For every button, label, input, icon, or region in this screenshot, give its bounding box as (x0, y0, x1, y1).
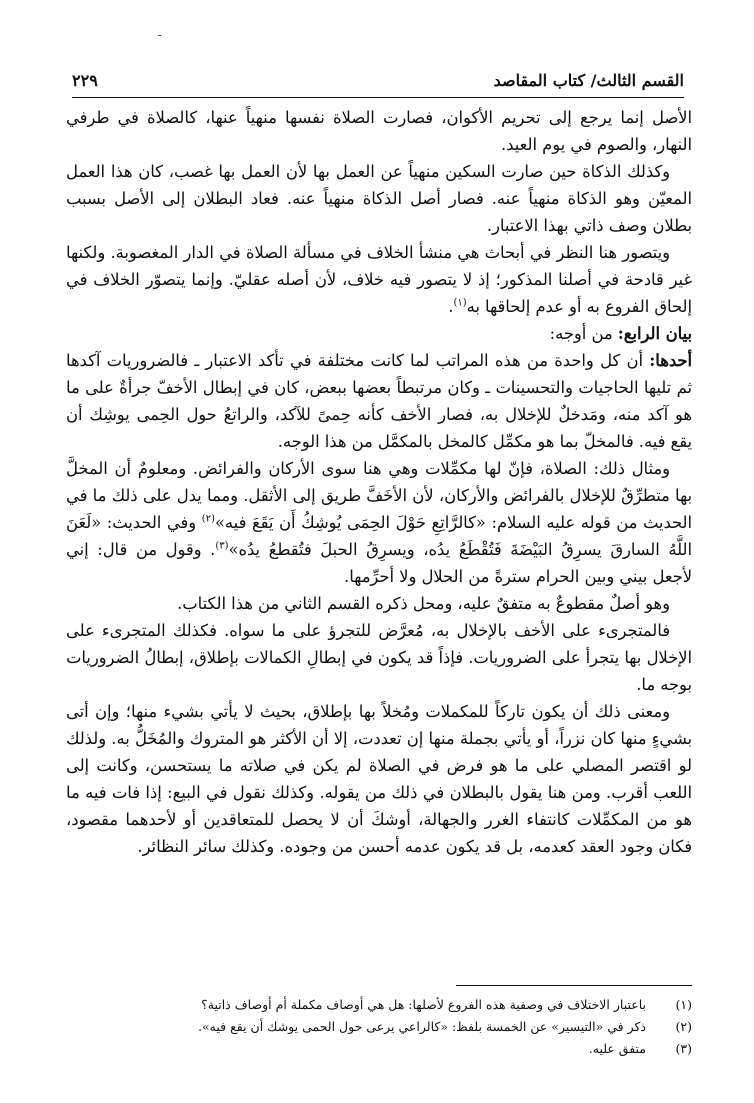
footnote-ref[interactable]: (٣) (215, 540, 229, 552)
footnote-text: متفق عليه. (588, 1041, 646, 1056)
footnote-text: ذكر في «التيسير» عن الخمسة بلفظ: «كالراعي يرعى حول الحمى يوشك أن يقع فيه». (198, 1019, 646, 1034)
paragraph (66, 455, 692, 590)
footnote-text: باعتبار الاختلاف في وصفية هذه الفروع لأصلها: هل هي أوصاف مكملة أم أوصاف ذاتية؟ (201, 997, 646, 1012)
footnote (66, 1038, 692, 1060)
footnote-ref[interactable]: (١) (453, 297, 467, 309)
header-title: القسم الثالث/ كتاب المقاصد (493, 70, 684, 90)
paragraph: الأصل إنما يرجع إلى تحريم الأكوان، فصارت الصلاة نفسها منهياً عنها، كالصلاة في طرفي النهار، والصوم في يوم العيد. (66, 108, 692, 154)
paragraph: ويتصور هنا النظر في أبحاث هي منشأ الخلاف في مسألة الصلاة في الدار المغصوبة. ولكنها غير قادحة في أصلنا المذكور؛ إذ لا يتصور فيه خلاف، لأن أصله عقليّ. وإنما يتصوّر الخلاف في إلحاق الفروع به أو عدم إلحاقها به$^{(١)}$. (66, 243, 692, 316)
footnote-number: (٣) (675, 1041, 692, 1056)
paragraph: ومعنى ذلك أن يكون تاركاً للمكملات ومُخلاً بها بإطلاق، بحيث لا يأتي بشيء منها؛ وإن أتى بشيءٍ منها كان نزراً، أو يأتي بجملة منها إن تعددت، إلا أن الأكثر هو المتروك والمُخَلُّ به. ولذلك لو اقتصر المصلي على ما هو فرض في الصلاة لم يكن في صلاته ما يستحسن، وكانت إلى اللعب أقرب. ومن هنا يقول بالبطلان في ذلك من يقوله. وكذلك نقول في البيع: إذا فات فيه ما هو من المكمِّلات كانتفاء الغرر والجهالة، أوشكَ أن لا يحصل للمتعاقدين أو لأحدهما مقصود، فكان وجود العقد كعدمه، بل قد يكون عدمه أحسن من وجوده. وكذلك سائر النظائر. (66, 702, 692, 856)
running-header (72, 66, 684, 94)
section-heading-line (66, 320, 692, 347)
section-intro: من أوجه: (549, 324, 613, 343)
main-text (66, 104, 692, 860)
paragraph-text: أن كل واحدة من هذه المراتب لما كانت مختلفة في تأكد الاعتبار ـ فالضروريات آكدها ثم تليها الحاجيات والتحسينات ـ وكان مرتبطاً بعضها ببعض، كان في إبطال الأخفّ جرأةٌ على ما هو آكد منه، ومَدخلٌ للإخلال به، فصار الأخف كأنه حِمىً للآكد، والراتعُ حول الحِمى يوشِك أن يقع فيه. فالمخلّ بما هو مكمِّل كالمخل بالمكمَّل من هذا الوجه. (66, 351, 692, 451)
paragraph-text: وفي الحديث: «لَعَنَ اللَّهُ السارقَ يسرِقُ البَيْضَةَ فَتُقْطَعُ يدُه، ويسرِقُ الحبلَ فتُقطعُ يدُه» (66, 513, 692, 559)
paragraph: وكذلك الذكاة حين صارت السكين منهياً عن العمل بها لأن العمل بها غصب، كان هذا العمل المعيّن وهو الذكاة منهياً عنه. فصار أصل الذكاة منهياً عنه. فعاد البطلان إلى الأصل بسبب بطلان وصف ذاتي بهذا الاعتبار. (66, 162, 692, 235)
footnote-ref[interactable]: (٢) (201, 513, 215, 525)
paragraph: فالمتجرىء على الأخف بالإخلال به، مُعرَّض للتجرؤ على ما سواه. فكذلك المتجرىء على الإخلال بها يتجرأ على الضروريات. فإذاً قد يكون في إبطالِ الكمالات بإطلاق، إبطالُ الضروريات بوجه ما. (66, 621, 692, 694)
paragraph (66, 347, 692, 455)
footnote-number: (٢) (675, 1019, 692, 1034)
footnote-divider (456, 985, 692, 986)
stray-mark: ـ (158, 26, 162, 39)
section-label: بيان الرابع: (617, 324, 692, 343)
footnotes (66, 994, 692, 1060)
footnote (66, 1016, 692, 1038)
paragraph-text: ومثال ذلك: الصلاة، فإنّ لها مكمِّلات وهي هنا سوى الأركان والفرائض. ومعلومٌ أن المخلَّ بها متطرِّقٌ للإخلال بالفرائض والأركان، لأن الأخَفَّ طريق إلى الأثقل. ومما يدل على ذلك ما في الحديث من قوله عليه السلام: «كالرَّاتِعِ حَوْلَ الحِمَى يُوشِكُ أَن يَقَعَ فيه» (66, 459, 693, 532)
page-number: ٢٢٩ (72, 70, 98, 90)
footnote-number: (١) (675, 997, 692, 1012)
header-rule (72, 97, 684, 98)
paragraph-text: . وقول من قال: إني لأجعل بيني وبين الحرام سترةً من الحلال ولا أحرِّمها. (66, 540, 692, 586)
paragraph: وهو أصلٌ مقطوعٌ به متفقٌ عليه، ومحل ذكره القسم الثاني من هذا الكتاب. (177, 594, 670, 613)
first-label: أحدها: (649, 351, 692, 370)
paragraph-text: ويتصور هنا النظر في أبحاث هي منشأ الخلاف في مسألة الصلاة في الدار المغصوبة. ولكنها غير قادحة في أصلنا المذكور؛ إذ لا يتصور فيه خلاف، لأن أصله عقليّ. وإنما يتصوّر الخلاف في إلحاق الفروع به أو عدم إلحاقها به (66, 243, 692, 316)
footnote (66, 994, 692, 1016)
